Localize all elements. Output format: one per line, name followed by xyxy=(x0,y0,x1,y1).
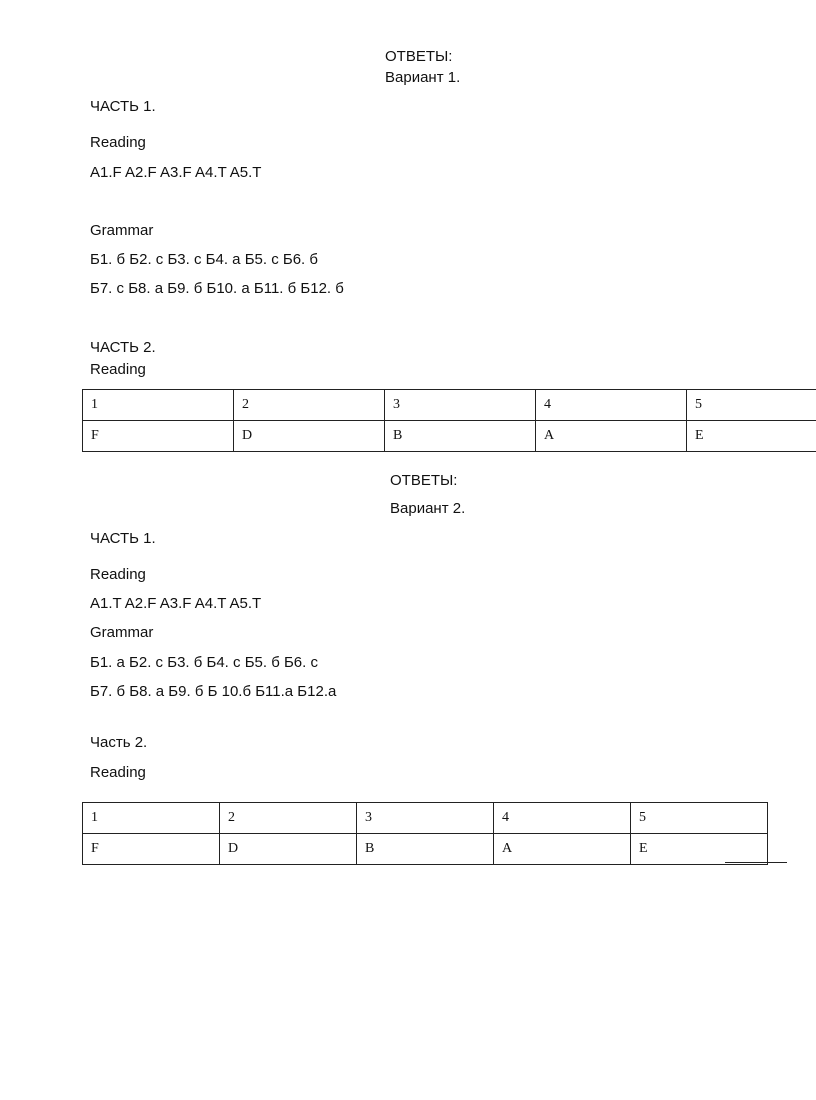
table-cell: A xyxy=(494,834,631,865)
part2-reading-label-2: Reading xyxy=(90,764,146,781)
table-cell: 4 xyxy=(536,390,687,421)
grammar-answers-line2-1: Б7. с Б8. а Б9. б Б10. а Б11. б Б12. б xyxy=(90,280,344,297)
table-cell: B xyxy=(357,834,494,865)
table-bottom-rule xyxy=(725,862,787,863)
table-cell: 3 xyxy=(385,390,536,421)
reading-label-1: Reading xyxy=(90,134,146,151)
part2-heading-1: ЧАСТЬ 2. xyxy=(90,339,156,356)
grammar-answers-line1-2: Б1. а Б2. с Б3. б Б4. с Б5. б Б6. с xyxy=(90,654,318,671)
table-cell: B xyxy=(385,421,536,452)
table-cell: 1 xyxy=(83,803,220,834)
table-cell: E xyxy=(631,834,768,865)
table-row xyxy=(83,834,768,865)
part2-reading-label-1: Reading xyxy=(90,361,146,378)
grammar-label-2: Grammar xyxy=(90,624,154,641)
table-cell: 5 xyxy=(631,803,768,834)
part1-heading-2: ЧАСТЬ 1. xyxy=(90,530,156,547)
reading-label-2: Reading xyxy=(90,566,146,583)
grammar-answers-line2-2: Б7. б Б8. а Б9. б Б 10.б Б11.а Б12.а xyxy=(90,683,337,700)
table-cell: 2 xyxy=(234,390,385,421)
answers-heading-1: ОТВЕТЫ: xyxy=(385,48,453,65)
variant-title-2: Вариант 2. xyxy=(390,500,466,517)
table-cell: E xyxy=(687,421,816,452)
answer-table-1 xyxy=(82,389,816,452)
answer-table-2 xyxy=(82,802,768,865)
table-cell: D xyxy=(220,834,357,865)
table-cell: 3 xyxy=(357,803,494,834)
table-header-row xyxy=(83,803,768,834)
part1-heading-1: ЧАСТЬ 1. xyxy=(90,98,156,115)
table-cell: F xyxy=(83,421,234,452)
answers-heading-2: ОТВЕТЫ: xyxy=(390,472,458,489)
variant-title-1: Вариант 1. xyxy=(385,69,461,86)
table-cell: 4 xyxy=(494,803,631,834)
table-cell: 2 xyxy=(220,803,357,834)
grammar-label-1: Grammar xyxy=(90,222,154,239)
reading-answers-1: A1.F A2.F A3.F A4.T A5.T xyxy=(90,164,262,181)
table-header-row xyxy=(83,390,816,421)
table-cell: A xyxy=(536,421,687,452)
reading-answers-2: A1.T A2.F A3.F A4.T A5.T xyxy=(90,595,262,612)
table-cell: F xyxy=(83,834,220,865)
part2-heading-2: Часть 2. xyxy=(90,734,148,751)
table-cell: 1 xyxy=(83,390,234,421)
grammar-answers-line1-1: Б1. б Б2. с Б3. с Б4. а Б5. с Б6. б xyxy=(90,251,318,268)
table-cell: 5 xyxy=(687,390,816,421)
table-cell: D xyxy=(234,421,385,452)
table-row xyxy=(83,421,816,452)
